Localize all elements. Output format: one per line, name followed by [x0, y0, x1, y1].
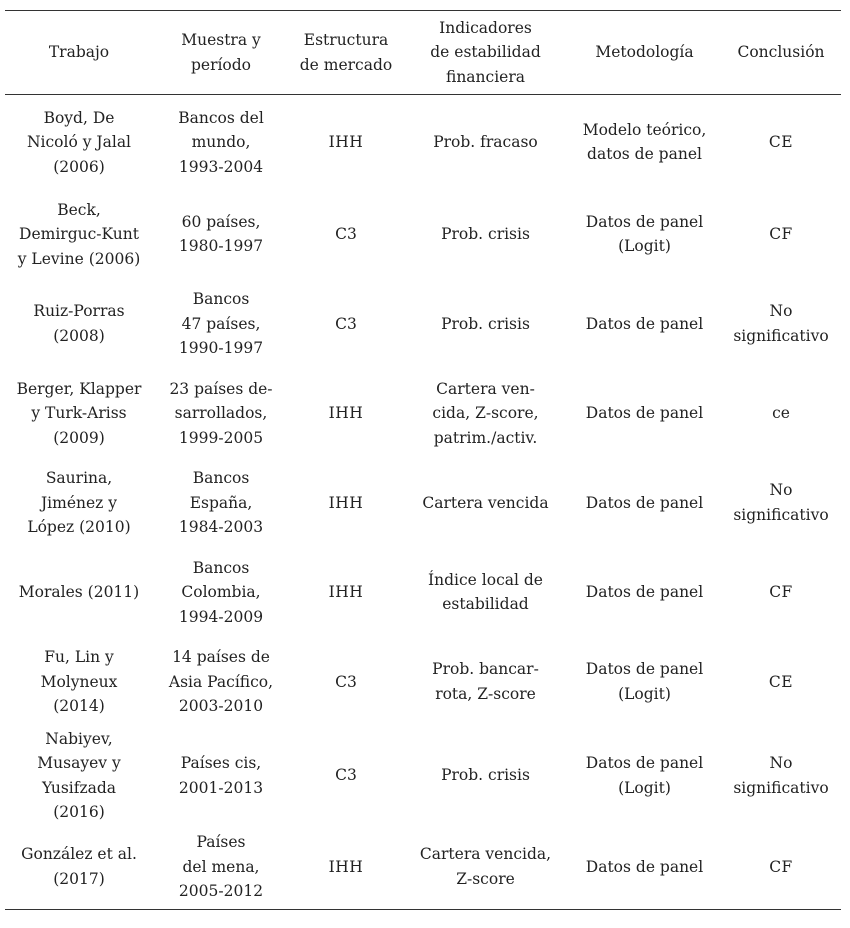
cell-trabajo: Ruiz-Porras (2008) — [33, 302, 125, 345]
cell-estructura: IHH — [328, 857, 364, 876]
cell-muestra: Bancos del mundo, 1993-2004 — [178, 108, 264, 176]
cell-metodologia: Datos de panel — [585, 404, 704, 422]
cell-indicadores: Cartera vencida — [422, 493, 549, 512]
cell-conclusion: CF — [769, 583, 793, 601]
cell-muestra: Bancos Colombia, 1994-2009 — [178, 558, 264, 626]
table-row — [5, 458, 841, 548]
cell-trabajo: Boyd, De Nicoló y Jalal (2006) — [26, 108, 132, 176]
cell-indicadores: Prob. crisis — [441, 225, 530, 243]
cell-estructura: C3 — [335, 672, 357, 691]
cell-muestra: Bancos 47 países, 1990-1997 — [178, 290, 264, 357]
table-row — [5, 637, 841, 727]
header-estructura: Estructura de mercado — [299, 31, 393, 74]
cell-conclusion: No significativo — [733, 302, 829, 345]
table-row — [5, 727, 841, 825]
cell-conclusion: ce — [772, 404, 790, 422]
cell-metodologia: Datos de panel — [585, 314, 704, 333]
table-row — [5, 369, 841, 459]
cell-muestra: 23 países de- sarrollados, 1999-2005 — [169, 379, 273, 447]
header-conclusion: Conclusión — [737, 43, 825, 62]
cell-estructura: IHH — [328, 493, 364, 512]
cell-trabajo: Beck, Demirguc-Kunt y Levine (2006) — [17, 200, 141, 268]
cell-metodologia: Datos de panel — [585, 583, 704, 601]
cell-trabajo: González et al. (2017) — [21, 845, 137, 888]
header-indicadores: Indicadores de estabilidad financiera — [430, 18, 541, 86]
cell-trabajo: Saurina, Jiménez y López (2010) — [27, 469, 131, 536]
table-row — [5, 279, 841, 369]
cell-estructura: IHH — [328, 583, 364, 601]
cell-trabajo: Berger, Klapper y Turk-Ariss (2009) — [16, 379, 142, 447]
cell-metodologia: Datos de panel — [585, 493, 704, 512]
cell-conclusion: CF — [769, 857, 793, 876]
cell-metodologia: Datos de panel (Logit) — [585, 212, 704, 256]
table-row — [5, 825, 841, 910]
cell-conclusion: CF — [769, 225, 793, 243]
cell-muestra: 14 países de Asia Pacífico, 2003-2010 — [168, 648, 274, 715]
cell-trabajo: Nabiyev, Musayev y Yusifzada (2016) — [37, 729, 121, 821]
table-row — [5, 548, 841, 638]
table-row — [5, 190, 841, 280]
cell-trabajo: Fu, Lin y Molyneux (2014) — [40, 648, 118, 715]
cell-estructura: IHH — [328, 404, 364, 422]
cell-estructura: C3 — [335, 225, 357, 243]
cell-indicadores: Prob. fracaso — [433, 133, 538, 151]
cell-muestra: 60 países, 1980-1997 — [178, 212, 264, 256]
cell-conclusion: CE — [768, 672, 794, 691]
cell-estructura: C3 — [335, 766, 357, 785]
header-metodologia: Metodología — [595, 43, 694, 62]
cell-indicadores: Índice local de estabilidad — [428, 570, 543, 614]
cell-metodologia: Datos de panel (Logit) — [585, 660, 704, 703]
cell-muestra: Bancos España, 1984-2003 — [178, 469, 264, 536]
cell-estructura: IHH — [328, 133, 364, 151]
cell-estructura: C3 — [335, 314, 357, 333]
cell-indicadores: Cartera vencida, Z-score — [419, 845, 552, 888]
cell-conclusion: CE — [768, 133, 794, 151]
header-muestra: Muestra y período — [181, 31, 261, 74]
header-trabajo: Trabajo — [48, 43, 110, 62]
studies-table — [5, 10, 841, 910]
cell-metodologia: Datos de panel (Logit) — [585, 754, 704, 797]
cell-conclusion: No significativo — [733, 754, 829, 797]
cell-metodologia: Datos de panel — [585, 857, 704, 876]
table-row — [5, 95, 841, 190]
cell-trabajo: Morales (2011) — [18, 583, 140, 601]
cell-muestra: Países del mena, 2005-2012 — [178, 833, 264, 900]
header-row — [5, 11, 841, 95]
cell-indicadores: Prob. bancar- rota, Z-score — [432, 660, 539, 703]
cell-indicadores: Prob. crisis — [441, 766, 530, 785]
cell-muestra: Países cis, 2001-2013 — [178, 754, 264, 797]
cell-indicadores: Cartera ven- cida, Z-score, patrim./activ. — [432, 379, 539, 447]
cell-metodologia: Modelo teórico, datos de panel — [582, 120, 707, 164]
cell-indicadores: Prob. crisis — [441, 314, 530, 333]
cell-conclusion: No significativo — [733, 481, 829, 524]
